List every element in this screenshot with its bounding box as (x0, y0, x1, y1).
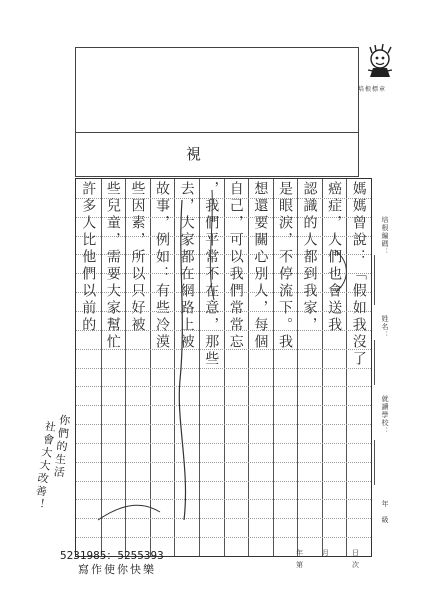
grid-row-line (76, 405, 371, 406)
essay-column-text: 想還要關心別人，每個 (252, 181, 269, 351)
grid-row-line (76, 537, 371, 538)
issue-suffix: 次 (352, 561, 359, 569)
essay-title: 視 (186, 145, 202, 163)
logo-caption: 培根標章 (358, 86, 387, 93)
essay-column-text: 癌症，人們也會送我 (326, 181, 343, 334)
grade-label: 年 級 (381, 500, 389, 524)
title-box (75, 47, 359, 177)
essay-column-text: ，我們平常不在意，那些 (203, 181, 220, 368)
code-label: 培根編碼： (381, 216, 389, 256)
teacher-margin-note-2: 你們的生活 (51, 413, 72, 480)
essay-column-text: 故事，例如：有些冷漠 (154, 181, 171, 351)
title-divider (76, 132, 358, 133)
essay-column-text: 些因素，所以只好被 (129, 181, 146, 334)
name-rule (374, 340, 375, 385)
essay-column-text: 去，大家都在網路上被 (178, 181, 195, 351)
year-label: 年 (296, 549, 303, 557)
name-label: 姓名： (381, 315, 389, 339)
day-label: 日 (352, 549, 359, 557)
issue-label: 第 (296, 561, 303, 569)
essay-column-text: 許多人比他們以前的 (80, 181, 97, 334)
grid-row-line (76, 424, 371, 425)
grid-row-line (76, 518, 371, 519)
essay-column-text: 些兒童，需要大家幫忙 (104, 181, 121, 351)
month-label: 月 (322, 549, 329, 557)
essay-column-text: 是眼淚，不停流下。我 (276, 181, 293, 351)
grid-row-line (76, 368, 371, 369)
contact-numbers: 5231985：5255393 (60, 549, 164, 562)
essay-grid (75, 178, 372, 557)
grid-row-line (76, 481, 371, 482)
code-rule (374, 255, 375, 305)
grid-row-line (76, 499, 371, 500)
footer-slogan: 寫作使你快樂 (78, 563, 156, 576)
school-label: 就讀學校： (381, 395, 389, 435)
school-rule (374, 440, 375, 485)
essay-column-text: 認識的人都到我家， (301, 181, 318, 334)
grid-row-line (76, 443, 371, 444)
grid-row-line (76, 386, 371, 387)
teacher-margin-note: 社會大大改善！ (31, 419, 58, 512)
essay-column-text: 媽媽曾說：「假如我沒了 (350, 181, 367, 368)
essay-column-text: 自己，可以我們常常忘 (227, 181, 244, 351)
grid-row-line (76, 462, 371, 463)
bacon-mascot-logo (362, 44, 398, 80)
